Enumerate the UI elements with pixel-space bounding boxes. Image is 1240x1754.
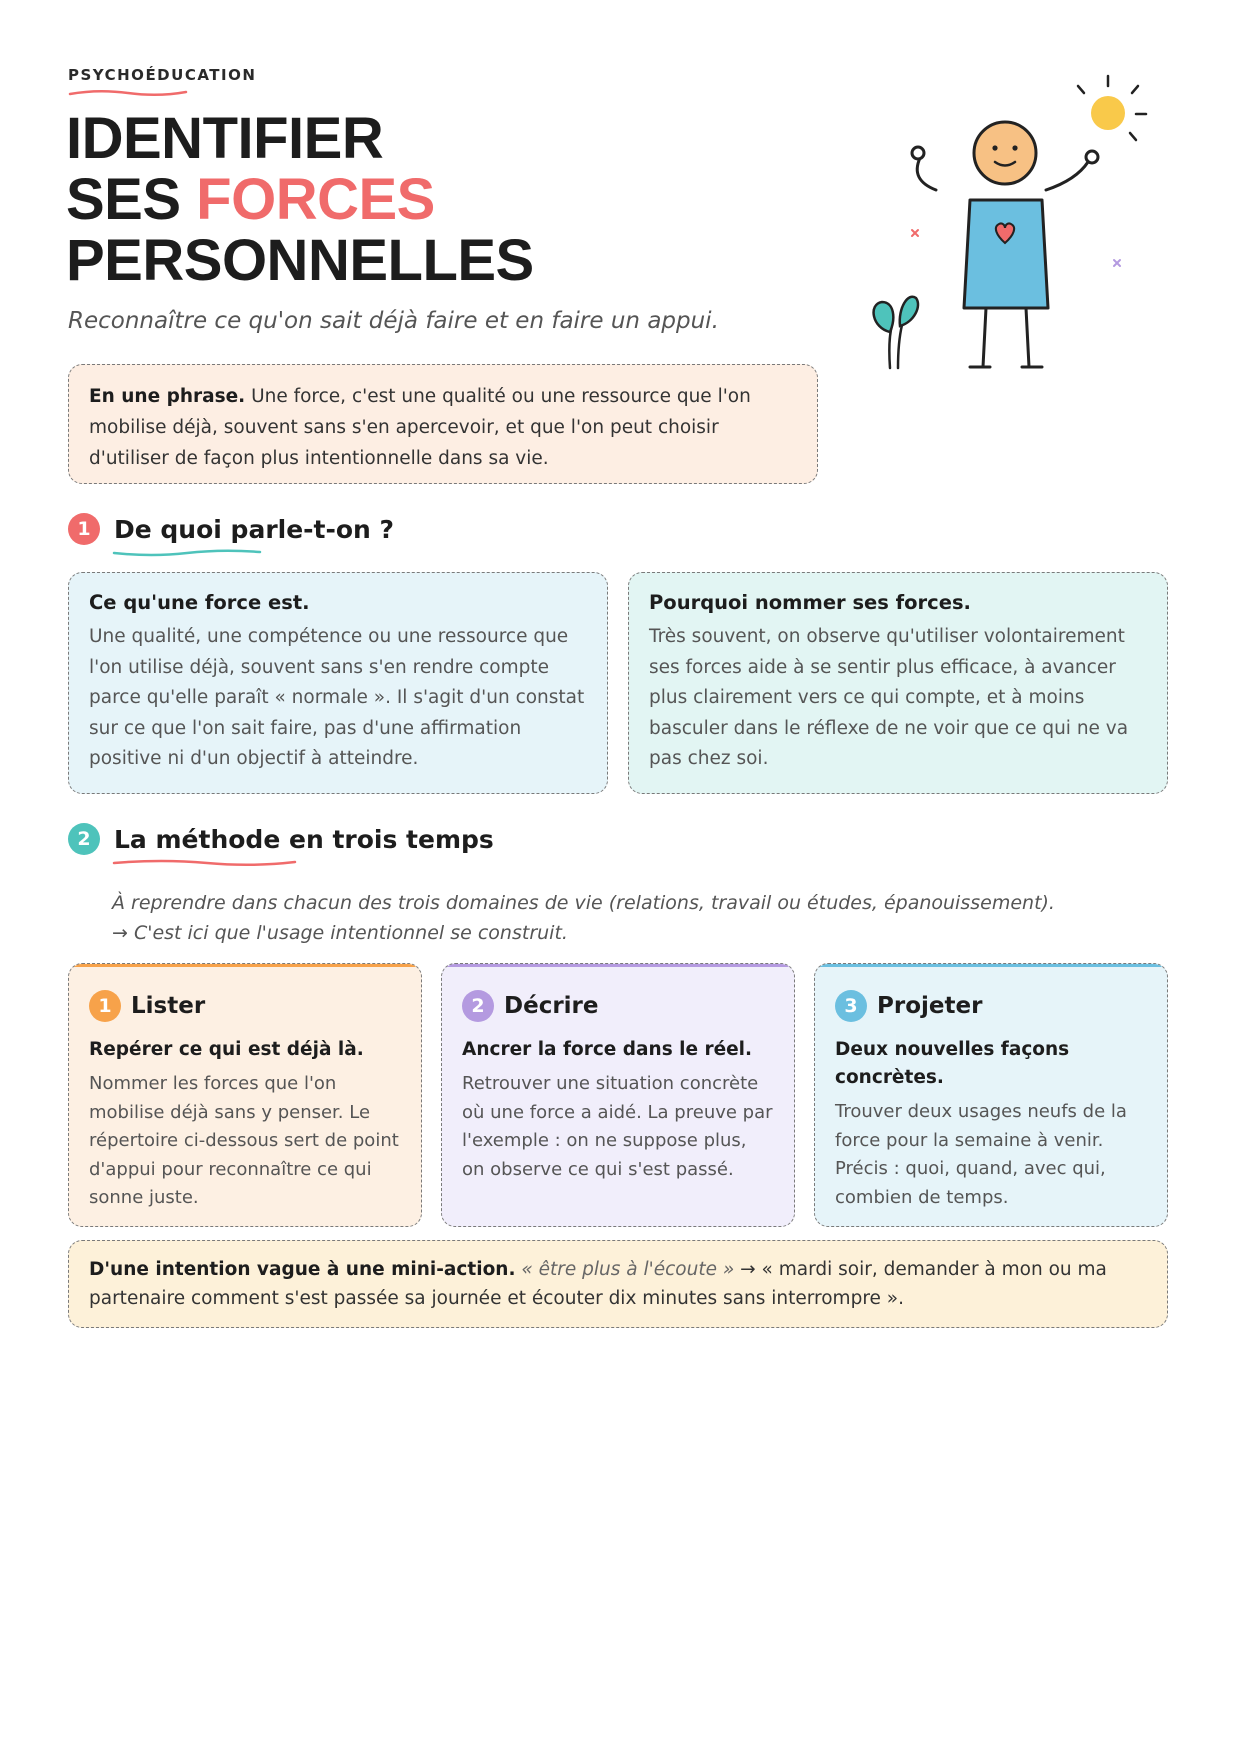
intro-box [68, 364, 818, 484]
step-body: Trouver deux usages neufs de la force pour la semaine à venir. Précis : quoi, quand, avec qui, combien de temps. [835, 1101, 1127, 1208]
step-number: 3 [835, 990, 867, 1022]
card-body: Une qualité, une compétence ou une ressource que l'on utilise déjà, souvent sans s'en rendre compte parce qu'elle paraît « normale ». Il s'agit d'un constat sur ce que l'on sait faire, pas d'une affirmation positive ni d'un objectif à atteindre. [89, 626, 585, 769]
section-2-underline [112, 858, 297, 868]
step-title: Ancrer la force dans le réel. [462, 1039, 753, 1060]
step-card-project [814, 963, 1168, 1227]
section-1-heading [68, 512, 394, 546]
step-label: Lister [131, 993, 206, 1019]
title-line-1: IDENTIFIER [66, 106, 384, 171]
step-number: 1 [89, 990, 121, 1022]
intro-text: Une force, c'est une qualité ou une ressource que l'on mobilise déjà, souvent sans s'en apercevoir, et que l'on peut choisir d'utiliser de façon plus intentionnelle dans sa vie. [89, 386, 751, 469]
kicker-underline [68, 88, 188, 98]
method-note-line-2: → C'est ici que l'usage intentionnel se construit. [112, 922, 568, 944]
section-2-heading [68, 822, 494, 856]
card-title: Pourquoi nommer ses forces. [649, 591, 971, 614]
step-header [835, 990, 1147, 1022]
step-accent-bar [814, 963, 1168, 967]
step-number: 2 [462, 990, 494, 1022]
sun-icon [1078, 76, 1146, 140]
section-1-title: De quoi parle-t-on ? [114, 514, 395, 544]
step-label: Décrire [504, 993, 599, 1019]
card-why-name-strengths [628, 572, 1168, 794]
action-lead: D'une intention vague à une mini-action. [89, 1259, 516, 1280]
mini-action-box [68, 1240, 1168, 1328]
step-title: Deux nouvelles façons concrètes. [835, 1039, 1070, 1088]
section-1-underline [112, 548, 262, 558]
card-title: Ce qu'une force est. [89, 591, 310, 614]
section-2-title: La méthode en trois temps [114, 824, 494, 854]
step-accent-bar [441, 963, 795, 967]
card-body: Très souvent, on observe qu'utiliser volontairement ses forces aide à se sentir plus efficace, à avancer plus clairement vers ce qui compte, et à moins basculer dans le réflexe de ne voir que ce qui ne va pas chez soi. [649, 626, 1129, 769]
subtitle: Reconnaître ce qu'on sait déjà faire et en faire un appui. [68, 308, 719, 334]
step-label: Projeter [877, 993, 983, 1019]
title-line-2 [66, 169, 534, 230]
page-title [66, 108, 534, 291]
sprout-icon [874, 297, 918, 368]
step-card-list [68, 963, 422, 1227]
method-note [112, 888, 1055, 948]
action-vague-example: « être plus à l'écoute » [521, 1259, 735, 1280]
card-what-is-a-strength [68, 572, 608, 794]
title-accent-word: FORCES [196, 167, 435, 232]
step-card-describe [441, 963, 795, 1227]
step-header [462, 990, 774, 1022]
stick-figure-illustration [850, 70, 1170, 380]
action-concrete-example: « mardi soir, demander à mon ou ma partenaire comment s'est passée sa journée et écouter dix minutes sans interrompre ». [89, 1259, 1107, 1309]
kicker: PSYCHOÉDUCATION [68, 66, 257, 84]
method-note-line-1: À reprendre dans chacun des trois domaines de vie (relations, travail ou études, épanouissement). [112, 892, 1055, 914]
step-title: Repérer ce qui est déjà là. [89, 1039, 364, 1060]
section-1-number: 1 [68, 513, 100, 545]
step-body: Retrouver une situation concrète où une force a aidé. La preuve par l'exemple : on ne suppose plus, on observe ce qui s'est passé. [462, 1073, 773, 1180]
intro-lead: En une phrase. [89, 386, 246, 407]
step-accent-bar [68, 963, 422, 967]
action-arrow: → [734, 1259, 762, 1280]
step-body: Nommer les forces que l'on mobilise déjà sans y penser. Le répertoire ci-dessous sert de point d'appui pour reconnaître ce qui sonne juste. [89, 1073, 399, 1208]
step-header [89, 990, 401, 1022]
section-2-number: 2 [68, 823, 100, 855]
title-line-2-prefix: SES [66, 167, 197, 232]
title-line-3: PERSONNELLES [66, 228, 534, 293]
